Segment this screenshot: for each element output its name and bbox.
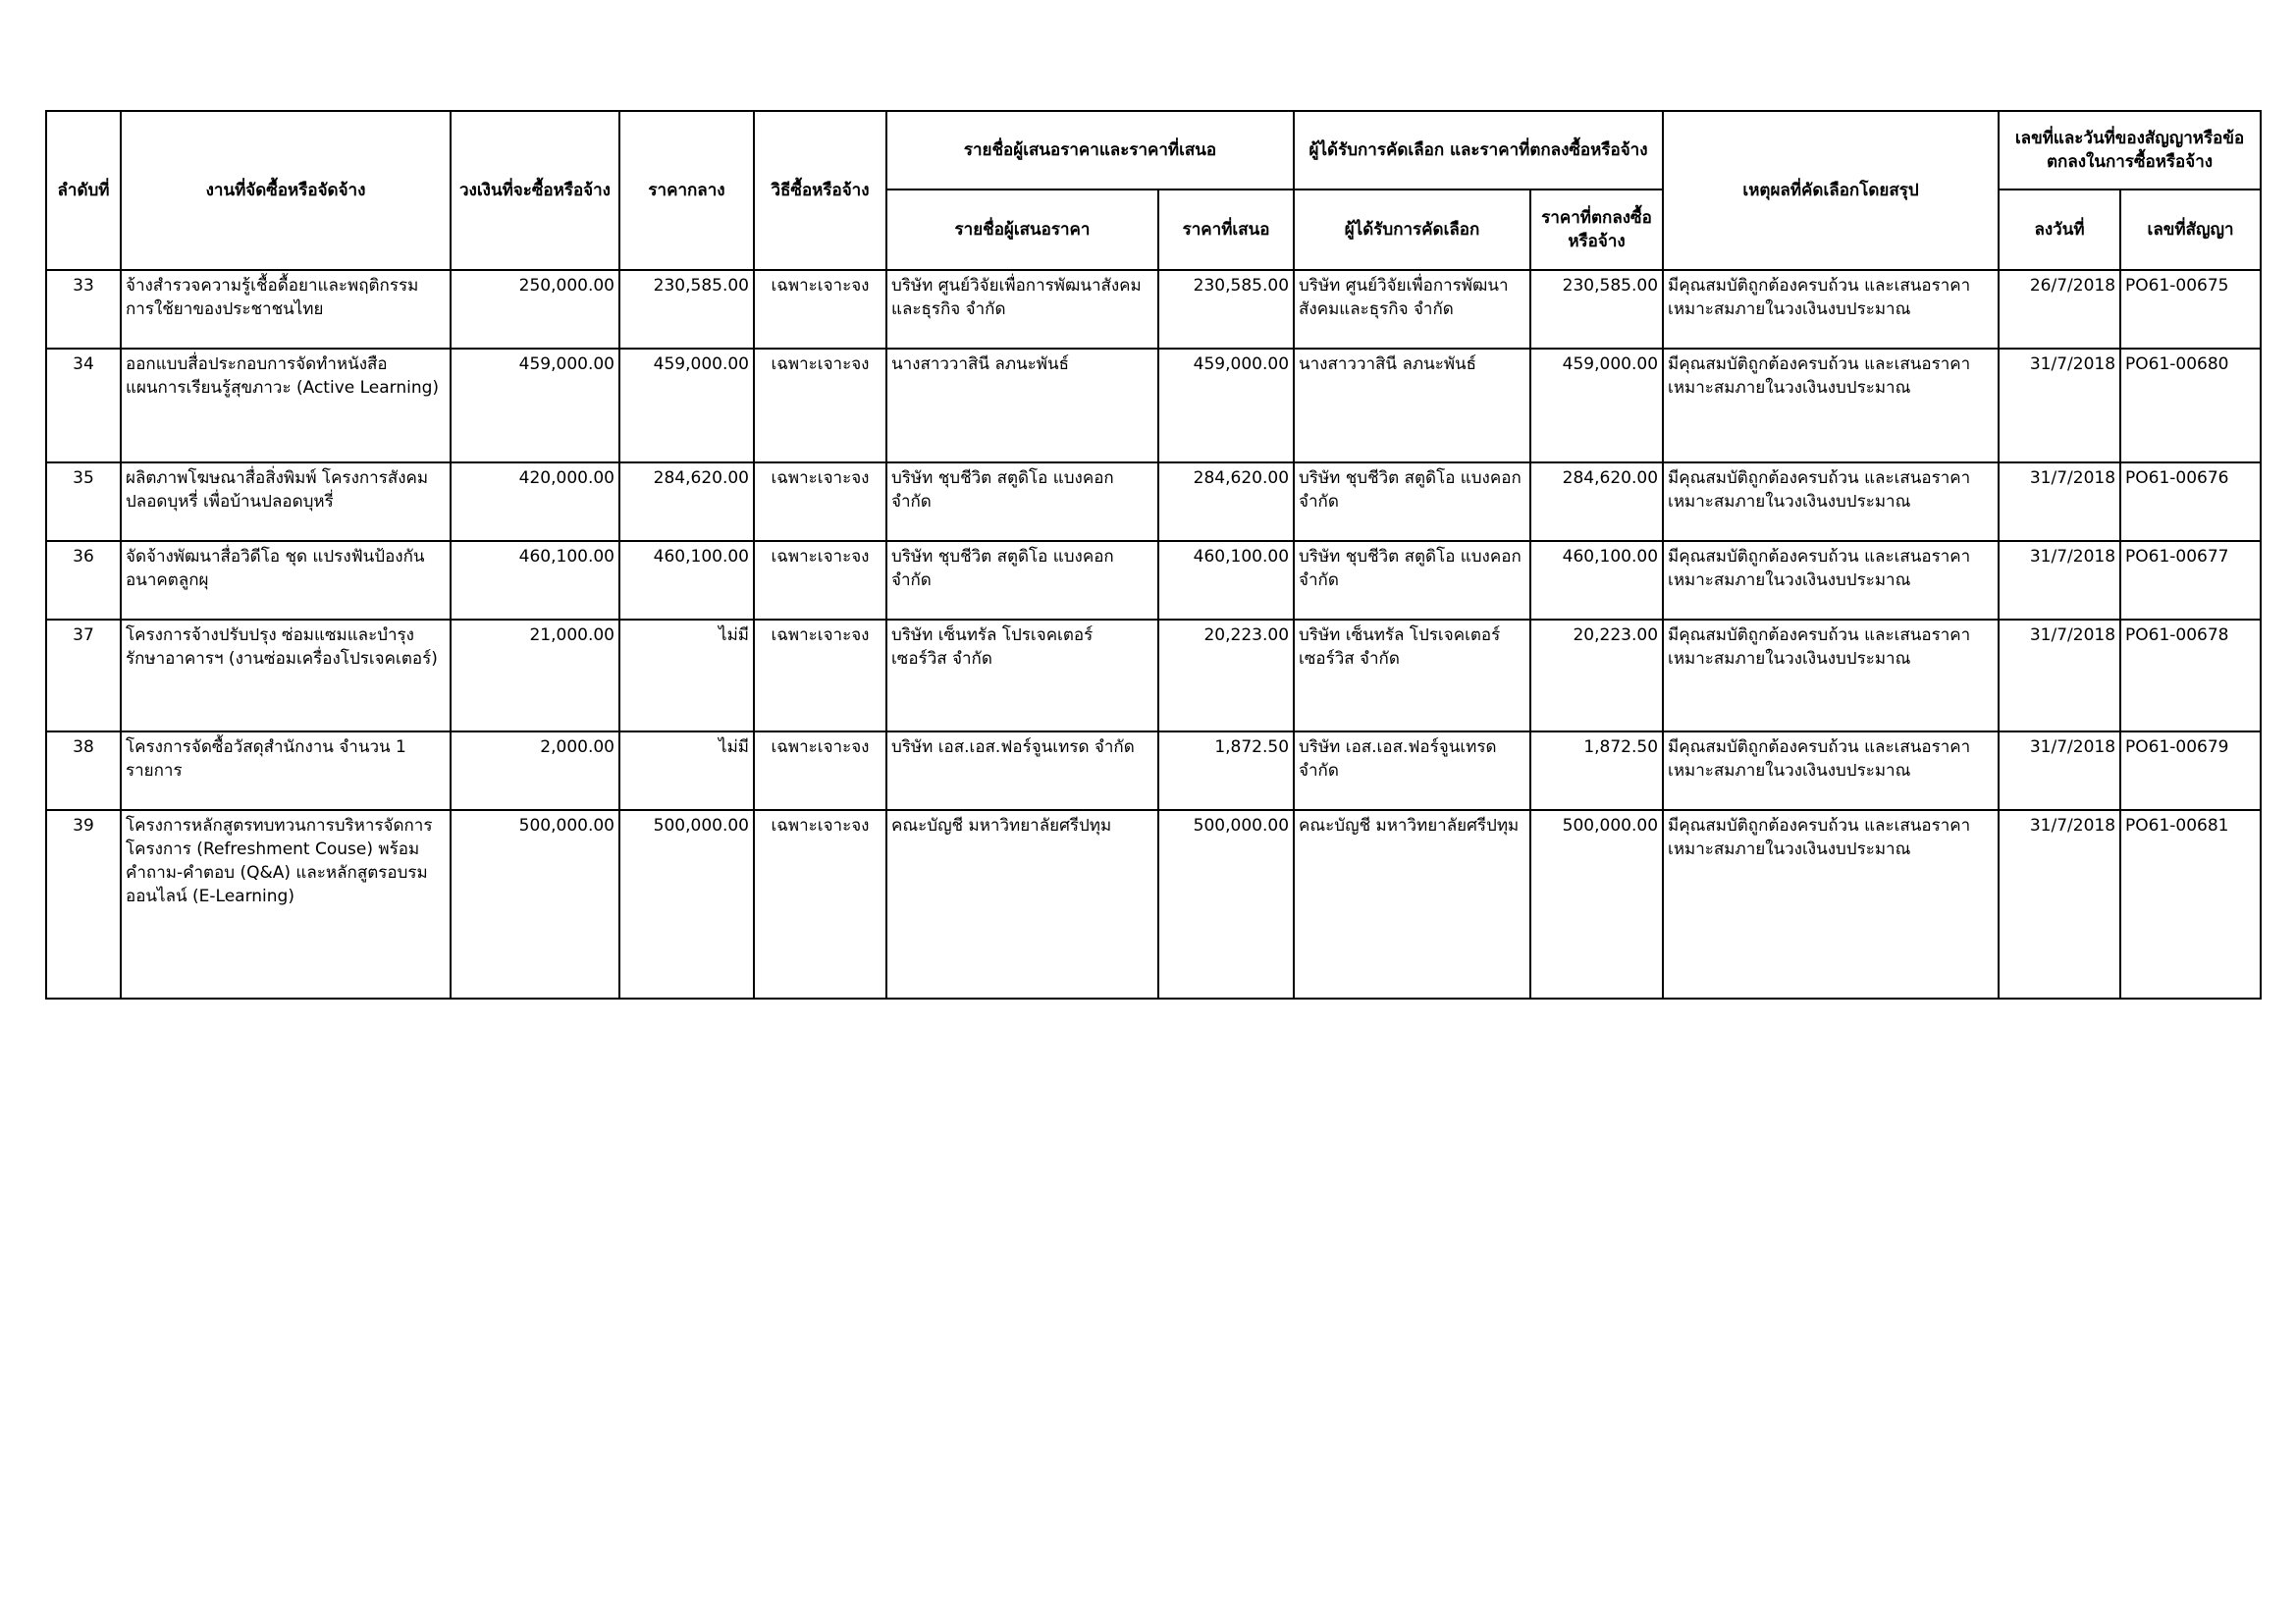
- cell-bid-price: 230,585.00: [1158, 270, 1294, 349]
- cell-method: เฉพาะเจาะจง: [754, 731, 886, 810]
- header-contract-no: เลขที่สัญญา: [2120, 189, 2261, 270]
- cell-no: 37: [46, 620, 121, 731]
- cell-budget: 460,100.00: [451, 541, 619, 620]
- cell-median: 460,100.00: [619, 541, 754, 620]
- table-row: [46, 462, 2261, 541]
- cell-bid-price: 459,000.00: [1158, 349, 1294, 462]
- cell-no: 33: [46, 270, 121, 349]
- cell-contract-no: PO61-00678: [2120, 620, 2261, 731]
- cell-budget: 21,000.00: [451, 620, 619, 731]
- cell-agreed-price: 284,620.00: [1530, 462, 1663, 541]
- cell-bidder: นางสาววาสินี ลภนะพันธ์: [886, 349, 1158, 462]
- cell-agreed-price: 20,223.00: [1530, 620, 1663, 731]
- cell-budget: 420,000.00: [451, 462, 619, 541]
- cell-no: 39: [46, 810, 121, 999]
- header-bidder-name: รายชื่อผู้เสนอราคา: [886, 189, 1158, 270]
- header-reason: เหตุผลที่คัดเลือกโดยสรุป: [1663, 111, 1999, 270]
- cell-bidder: บริษัท ชุบชีวิต สตูดิโอ แบงคอก จำกัด: [886, 462, 1158, 541]
- cell-reason: มีคุณสมบัติถูกต้องครบถ้วน และเสนอราคาเหมาะสมภายในวงเงินงบประมาณ: [1663, 541, 1999, 620]
- cell-winner: บริษัท ศูนย์วิจัยเพื่อการพัฒนาสังคมและธุรกิจ จำกัด: [1294, 270, 1530, 349]
- cell-work: ผลิตภาพโฆษณาสื่อสิ่งพิมพ์ โครงการสังคมปลอดบุหรี่ เพื่อบ้านปลอดบุหรี่: [121, 462, 451, 541]
- header-work: งานที่จัดซื้อหรือจัดจ้าง: [121, 111, 451, 270]
- cell-reason: มีคุณสมบัติถูกต้องครบถ้วน และเสนอราคาเหมาะสมภายในวงเงินงบประมาณ: [1663, 810, 1999, 999]
- cell-reason: มีคุณสมบัติถูกต้องครบถ้วน และเสนอราคาเหมาะสมภายในวงเงินงบประมาณ: [1663, 349, 1999, 462]
- cell-work: จัดจ้างพัฒนาสื่อวิดีโอ ชุด แปรงฟันป้องกันอนาคตลูกผุ: [121, 541, 451, 620]
- table-row: [46, 810, 2261, 999]
- cell-bidder: คณะบัญชี มหาวิทยาลัยศรีปทุม: [886, 810, 1158, 999]
- cell-winner: บริษัท ชุบชีวิต สตูดิโอ แบงคอก จำกัด: [1294, 462, 1530, 541]
- cell-bid-price: 460,100.00: [1158, 541, 1294, 620]
- cell-date: 31/7/2018: [1999, 541, 2120, 620]
- header-bidders-group: รายชื่อผู้เสนอราคาและราคาที่เสนอ: [886, 111, 1294, 189]
- cell-contract-no: PO61-00679: [2120, 731, 2261, 810]
- cell-median: ไม่มี: [619, 731, 754, 810]
- cell-winner: นางสาววาสินี ลภนะพันธ์: [1294, 349, 1530, 462]
- header-median-price: ราคากลาง: [619, 111, 754, 270]
- header-winner-name: ผู้ได้รับการคัดเลือก: [1294, 189, 1530, 270]
- cell-winner: บริษัท เซ็นทรัล โปรเจคเตอร์ เซอร์วิส จำกัด: [1294, 620, 1530, 731]
- cell-date: 31/7/2018: [1999, 349, 2120, 462]
- cell-reason: มีคุณสมบัติถูกต้องครบถ้วน และเสนอราคาเหมาะสมภายในวงเงินงบประมาณ: [1663, 270, 1999, 349]
- cell-date: 31/7/2018: [1999, 462, 2120, 541]
- cell-contract-no: PO61-00681: [2120, 810, 2261, 999]
- header-contract-date: ลงวันที่: [1999, 189, 2120, 270]
- cell-bidder: บริษัท ชุบชีวิต สตูดิโอ แบงคอก จำกัด: [886, 541, 1158, 620]
- cell-contract-no: PO61-00677: [2120, 541, 2261, 620]
- table-row: [46, 620, 2261, 731]
- cell-winner: บริษัท เอส.เอส.ฟอร์จูนเทรด จำกัด: [1294, 731, 1530, 810]
- cell-budget: 500,000.00: [451, 810, 619, 999]
- cell-date: 26/7/2018: [1999, 270, 2120, 349]
- cell-no: 36: [46, 541, 121, 620]
- cell-method: เฉพาะเจาะจง: [754, 349, 886, 462]
- cell-median: 284,620.00: [619, 462, 754, 541]
- cell-bidder: บริษัท ศูนย์วิจัยเพื่อการพัฒนาสังคมและธุรกิจ จำกัด: [886, 270, 1158, 349]
- cell-reason: มีคุณสมบัติถูกต้องครบถ้วน และเสนอราคาเหมาะสมภายในวงเงินงบประมาณ: [1663, 731, 1999, 810]
- cell-winner: คณะบัญชี มหาวิทยาลัยศรีปทุม: [1294, 810, 1530, 999]
- table-row: [46, 541, 2261, 620]
- header-bid-price: ราคาที่เสนอ: [1158, 189, 1294, 270]
- cell-bidder: บริษัท เซ็นทรัล โปรเจคเตอร์ เซอร์วิส จำกัด: [886, 620, 1158, 731]
- cell-reason: มีคุณสมบัติถูกต้องครบถ้วน และเสนอราคาเหมาะสมภายในวงเงินงบประมาณ: [1663, 620, 1999, 731]
- cell-contract-no: PO61-00676: [2120, 462, 2261, 541]
- cell-bidder: บริษัท เอส.เอส.ฟอร์จูนเทรด จำกัด: [886, 731, 1158, 810]
- cell-budget: 250,000.00: [451, 270, 619, 349]
- cell-work: โครงการจ้างปรับปรุง ซ่อมแซมและบำรุงรักษาอาคารฯ (งานซ่อมเครื่องโปรเจคเตอร์): [121, 620, 451, 731]
- cell-date: 31/7/2018: [1999, 620, 2120, 731]
- procurement-table: [45, 110, 2262, 1000]
- cell-work: โครงการหลักสูตรทบทวนการบริหารจัดการโครงการ (Refreshment Couse) พร้อมคำถาม-คำตอบ (Q&A) และหลักสูตรอบรมออนไลน์ (E-Learning): [121, 810, 451, 999]
- header-agreed-price: ราคาที่ตกลงซื้อหรือจ้าง: [1530, 189, 1663, 270]
- header-method: วิธีซื้อหรือจ้าง: [754, 111, 886, 270]
- cell-no: 34: [46, 349, 121, 462]
- cell-agreed-price: 460,100.00: [1530, 541, 1663, 620]
- cell-work: จ้างสำรวจความรู้เชื้อดื้อยาและพฤติกรรมการใช้ยาของประชาชนไทย: [121, 270, 451, 349]
- cell-bid-price: 284,620.00: [1158, 462, 1294, 541]
- cell-date: 31/7/2018: [1999, 810, 2120, 999]
- cell-work: โครงการจัดซื้อวัสดุสำนักงาน จำนวน 1 รายการ: [121, 731, 451, 810]
- cell-agreed-price: 1,872.50: [1530, 731, 1663, 810]
- cell-median: 459,000.00: [619, 349, 754, 462]
- cell-bid-price: 20,223.00: [1158, 620, 1294, 731]
- cell-method: เฉพาะเจาะจง: [754, 620, 886, 731]
- cell-bid-price: 1,872.50: [1158, 731, 1294, 810]
- cell-budget: 459,000.00: [451, 349, 619, 462]
- cell-budget: 2,000.00: [451, 731, 619, 810]
- header-no: ลำดับที่: [46, 111, 121, 270]
- table-row: [46, 349, 2261, 462]
- cell-contract-no: PO61-00680: [2120, 349, 2261, 462]
- cell-reason: มีคุณสมบัติถูกต้องครบถ้วน และเสนอราคาเหมาะสมภายในวงเงินงบประมาณ: [1663, 462, 1999, 541]
- cell-no: 38: [46, 731, 121, 810]
- cell-median: 500,000.00: [619, 810, 754, 999]
- cell-median: 230,585.00: [619, 270, 754, 349]
- cell-bid-price: 500,000.00: [1158, 810, 1294, 999]
- table-row: [46, 731, 2261, 810]
- cell-contract-no: PO61-00675: [2120, 270, 2261, 349]
- cell-agreed-price: 230,585.00: [1530, 270, 1663, 349]
- cell-no: 35: [46, 462, 121, 541]
- cell-method: เฉพาะเจาะจง: [754, 462, 886, 541]
- table-row: [46, 270, 2261, 349]
- cell-method: เฉพาะเจาะจง: [754, 810, 886, 999]
- cell-agreed-price: 459,000.00: [1530, 349, 1663, 462]
- cell-method: เฉพาะเจาะจง: [754, 270, 886, 349]
- cell-agreed-price: 500,000.00: [1530, 810, 1663, 999]
- cell-date: 31/7/2018: [1999, 731, 2120, 810]
- cell-work: ออกแบบสื่อประกอบการจัดทำหนังสือแผนการเรียนรู้สุขภาวะ (Active Learning): [121, 349, 451, 462]
- header-budget: วงเงินที่จะซื้อหรือจ้าง: [451, 111, 619, 270]
- cell-method: เฉพาะเจาะจง: [754, 541, 886, 620]
- cell-median: ไม่มี: [619, 620, 754, 731]
- header-contract-group: เลขที่และวันที่ของสัญญาหรือข้อตกลงในการซื้อหรือจ้าง: [1999, 111, 2261, 189]
- header-winner-group: ผู้ได้รับการคัดเลือก และราคาที่ตกลงซื้อหรือจ้าง: [1294, 111, 1663, 189]
- cell-winner: บริษัท ชุบชีวิต สตูดิโอ แบงคอก จำกัด: [1294, 541, 1530, 620]
